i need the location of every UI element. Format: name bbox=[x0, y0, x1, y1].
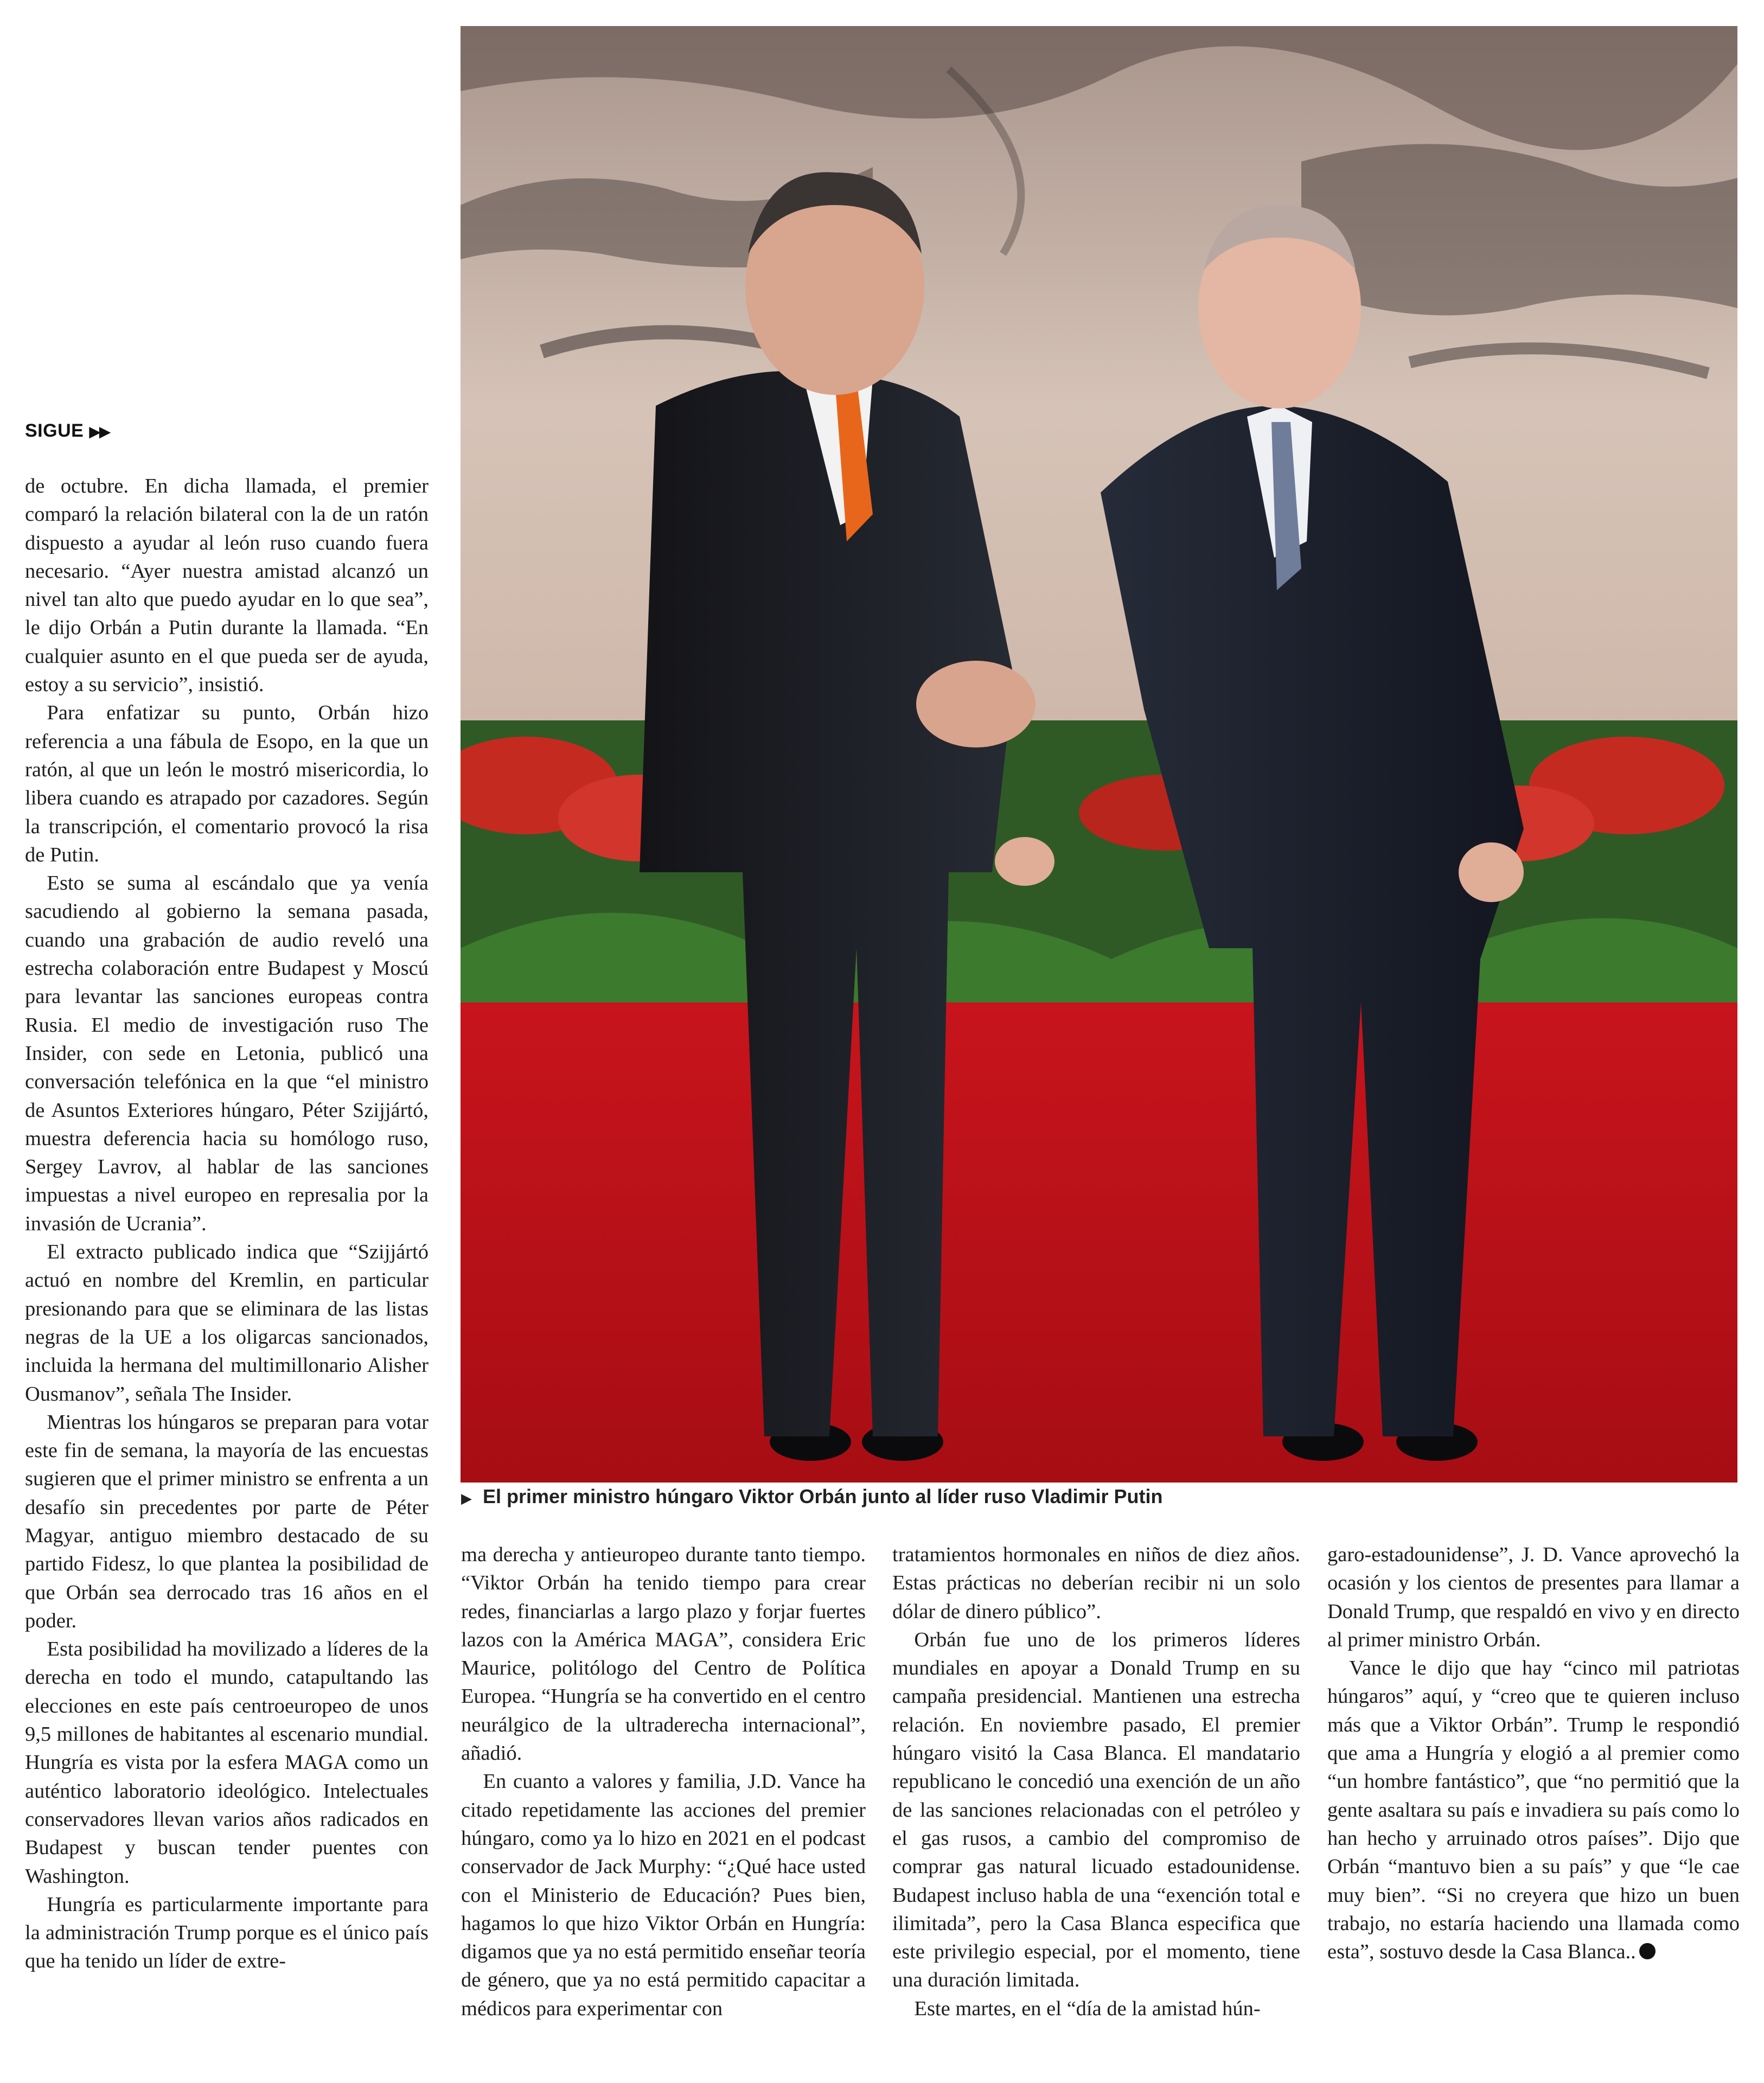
paragraph: Para enfatizar su punto, Orbán hizo referencia a una fábula de Esopo, en la que un ratón, al que un león le mostró misericordia, lo libera cuando es atrapado por cazadores. Según la transcripción, el comentario provocó la risa de Putin. bbox=[25, 701, 429, 866]
paragraph: Hungría es particularmente importante para la administración Trump porque es el único país que ha tenido un líder de extre- bbox=[25, 1893, 429, 1973]
kicker-label: SIGUE bbox=[25, 420, 84, 441]
paragraph: Esto se suma al escándalo que ya venía sacudiendo al gobierno la semana pasada, cuando una grabación de audio reveló una estrecha colaboración entre Budapest y Moscú para levantar las sanciones europeas contra Rusia. El medio de investigación ruso The Insider, con sede en Letonia, publicó una conversación telefónica en la que “el ministro de Asuntos Exteriores húngaro, Péter Szijjártó, muestra deferencia hacia su homólogo ruso, Sergey Lavrov, al hablar de las sanciones impuestas a nivel europeo en represalia por la invasión de Ucrania”. bbox=[25, 872, 429, 1235]
paragraph-text: Vance le dijo que hay “cinco mil patriotas húngaros” aquí, y “creo que te quieren incluso más que a Viktor Orbán”. Trump le respondió que ama a Hungría y elogió a al premier como “un hombre fantástico”, que “no permitió que la gente asaltara su país e invadiera su país como lo han hecho y arruinado otros países”. Dijo que Orbán “mantuvo bien a su país” y que “le cae muy bien”. “Si no creyera que hizo un buen trabajo, no estaría haciendo una llamada como esta”, sostuvo desde la Casa Blanca.. bbox=[1327, 1657, 1740, 1964]
paragraph: de octubre. En dicha llamada, el premier comparó la relación bilateral con la de un ratón dispuesto a ayudar al león ruso cuando fuera necesario. “Ayer nuestra amistad alcanzó un nivel tan alto que puedo ayudar en lo que sea”, le dijo Orbán a Putin durante la llamada. “En cualquier asunto en el que pueda ser de ayuda, estoy a su servicio”, insistió. bbox=[25, 475, 429, 697]
paragraph: ma derecha y antieuropeo durante tanto tiempo. “Viktor Orbán ha tenido tiempo para crear redes, financiarlas a largo plazo y forjar fuertes lazos con la América MAGA”, considera Eric Maurice, politólogo del Centro de Política Europea. “Hungría se ha convertido en el centro neurálgico de la ultraderecha internacional”, añadió. bbox=[461, 1543, 866, 1765]
news-photo bbox=[461, 26, 1737, 1483]
paragraph: Mientras los húngaros se preparan para votar este fin de semana, la mayoría de las encuestas sugieren que el primer ministro se enfrenta a un desafío sin precedentes por parte de Péter Magyar, antiguo miembro destacado de su partido Fidesz, lo que plantea la posibilidad de que Orbán sea derrocado tras 16 años en el poder. bbox=[25, 1410, 429, 1632]
paragraph: garo-estadounidense”, J. D. Vance aprovechó la ocasión y los cientos de presentes para llamar a Donald Trump, que respaldó en vivo y en directo al primer ministro Orbán. bbox=[1327, 1543, 1740, 1651]
paragraph: En cuanto a valores y familia, J.D. Vance ha citado repetidamente las acciones del premier húngaro, como ya lo hizo en 2021 en el podcast conservador de Jack Murphy: “¿Qué hace usted con el Ministerio de Educación? Pues bien, hagamos lo que hizo Viktor Orbán en Hungría: digamos que ya no está permitido enseñar teoría de género, que ya no está permitido capacitar a médicos para experimentar con bbox=[461, 1770, 866, 2020]
caption-text: El primer ministro húngaro Viktor Orbán junto al líder ruso Vladimir Putin bbox=[483, 1485, 1163, 1507]
paragraph: El extracto publicado indica que “Szijjártó actuó en nombre del Kremlin, en particular presionando para que se eliminara de las listas negras de la UE a los oligarcas sancionados, incluida la hermana del multimillonario Alisher Ousmanov”, señala The Insider. bbox=[25, 1241, 429, 1405]
paragraph: Esta posibilidad ha movilizado a líderes de la derecha en todo el mundo, catapultando las elecciones en este país centroeuropeo de unos 9,5 millones de habitantes al escenario mundial. Hungría es vista por la esfera MAGA como un auténtico laboratorio ideológico. Intelectuales conservadores llevan varios años radicados en Budapest y buscan tender puentes con Washington. bbox=[25, 1638, 429, 1888]
continues-kicker bbox=[25, 420, 109, 442]
photo-caption bbox=[461, 1485, 1163, 1508]
paragraph: Orbán fue uno de los primeros líderes mundiales en apoyar a Donald Trump en su campaña presidencial. Mantienen una estrecha relación. En noviembre pasado, El premier húngaro visitó la Casa Blanca. El mandatario republicano le concedió una exención de un año de las sanciones relacionadas con el petróleo y el gas rusos, a cambio del compromiso de comprar gas natural licuado estadounidense. Budapest incluso habla de una “exención total e ilimitada”, pero la Casa Blanca especifica que este privilegio especial, por el momento, tiene una duración limitada. bbox=[892, 1628, 1300, 1992]
article-column-3 bbox=[892, 1541, 1300, 2023]
double-arrow-icon: ▶▶ bbox=[89, 423, 110, 440]
caption-triangle-icon: ▶ bbox=[461, 1490, 472, 1506]
article-column-1 bbox=[25, 472, 429, 1976]
paragraph bbox=[1327, 1654, 1740, 1966]
paragraph: Este martes, en el “día de la amistad hún- bbox=[914, 1997, 1261, 2020]
paragraph: tratamientos hormonales en niños de diez años. Estas prácticas no deberían recibir ni un solo dólar de dinero público”. bbox=[892, 1543, 1300, 1623]
article-column-2 bbox=[461, 1541, 866, 2023]
end-of-article-icon bbox=[1639, 1943, 1656, 1959]
article-column-4 bbox=[1327, 1541, 1740, 1966]
